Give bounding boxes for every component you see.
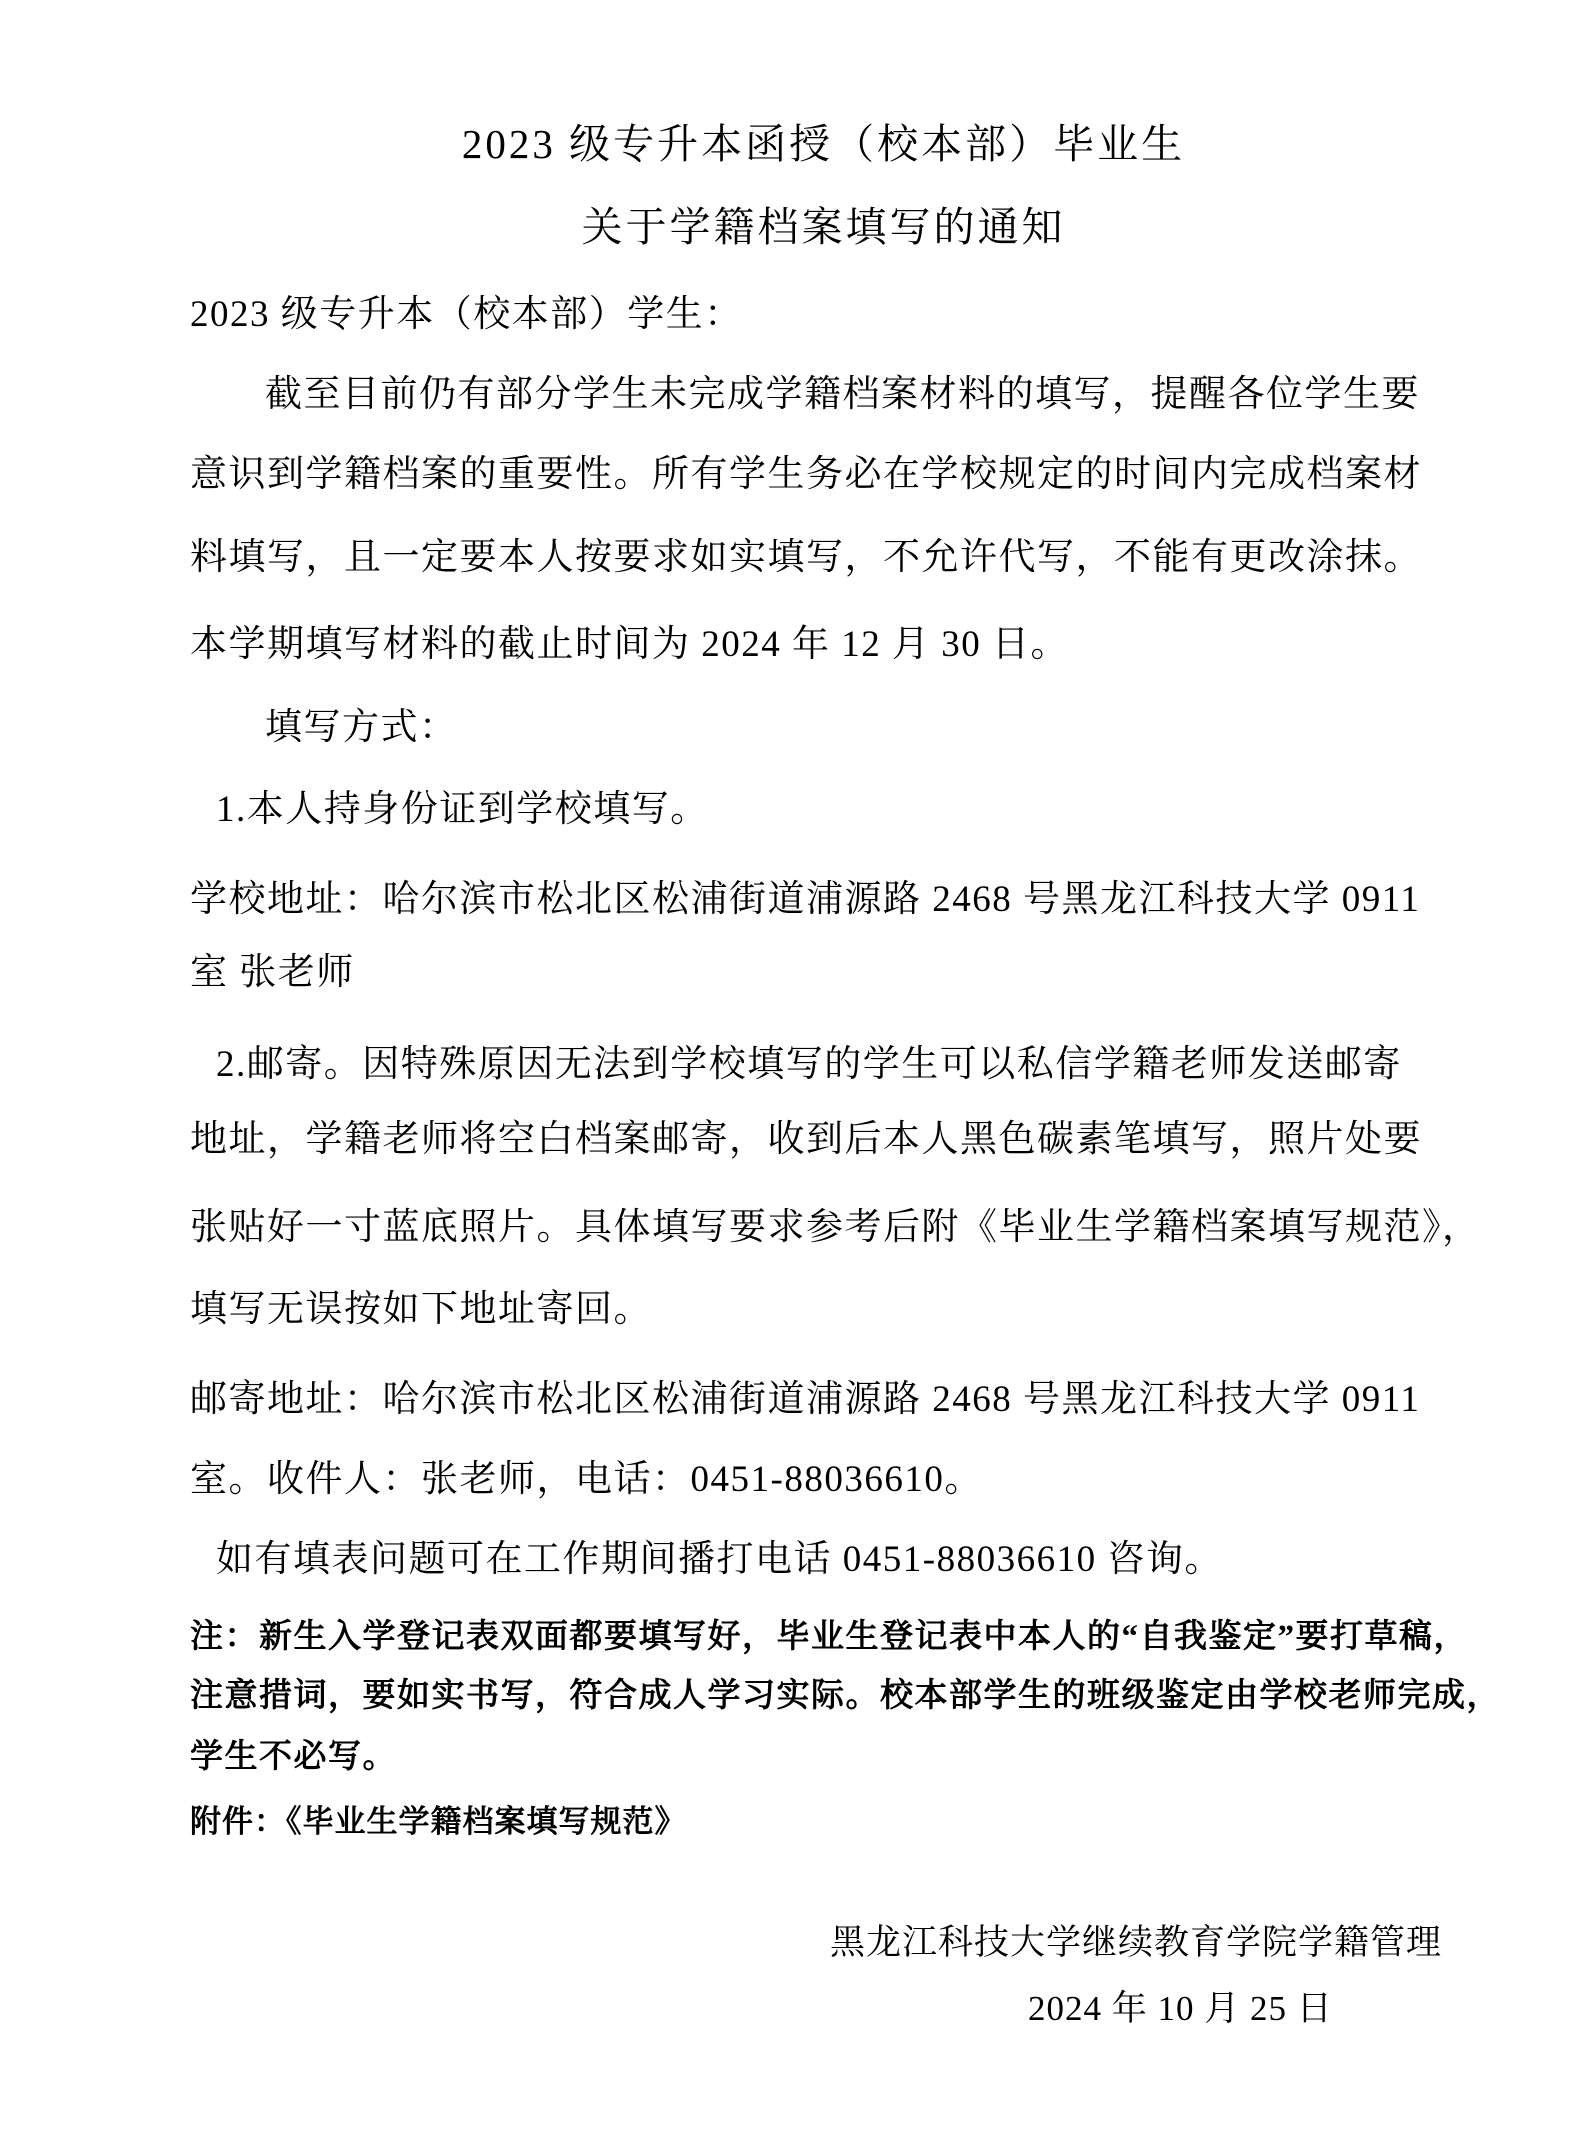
body-line: 张贴好一寸蓝底照片。具体填写要求参考后附《毕业生学籍档案填写规范》， bbox=[190, 1207, 1481, 1248]
note-line: 注意措词，要如实书写，符合成人学习实际。校本部学生的班级鉴定由学校老师完成， bbox=[190, 1678, 1501, 1714]
date-line: 2024 年 10 月 25 日 bbox=[1028, 1989, 1333, 2028]
note-line: 注：新生入学登记表双面都要填写好，毕业生登记表中本人的“自我鉴定”要打草稿， bbox=[190, 1619, 1468, 1655]
signature-line: 黑龙江科技大学继续教育学院学籍管理 bbox=[830, 1923, 1443, 1962]
notice-title-line-1: 2023 级专升本函授（校本部）毕业生 bbox=[461, 121, 1186, 167]
salutation-line: 2023 级专升本（校本部）学生： bbox=[190, 294, 743, 335]
contact-phone-line: 如有填表问题可在工作期间播打电话 0451-88036610 咨询。 bbox=[216, 1539, 1223, 1580]
body-line: 意识到学籍档案的重要性。所有学生务必在学校规定的时间内完成档案材 bbox=[190, 454, 1422, 495]
body-line: 填写无误按如下地址寄回。 bbox=[190, 1289, 652, 1330]
mail-address-line: 室。收件人：张老师，电话：0451-88036610。 bbox=[190, 1459, 983, 1500]
attachment-line: 附件：《毕业生学籍档案填写规范》 bbox=[190, 1804, 687, 1839]
body-line: 截至目前仍有部分学生未完成学籍档案材料的填写，提醒各位学生要 bbox=[265, 374, 1420, 415]
body-line: 1.本人持身份证到学校填写。 bbox=[216, 789, 709, 830]
school-address-line: 室 张老师 bbox=[190, 952, 355, 993]
body-line: 2.邮寄。因特殊原因无法到学校填写的学生可以私信学籍老师发送邮寄 bbox=[216, 1044, 1402, 1085]
body-line: 料填写，且一定要本人按要求如实填写，不允许代写，不能有更改涂抹。 bbox=[190, 537, 1422, 578]
school-address-line: 学校地址：哈尔滨市松北区松浦街道浦源路 2468 号黑龙江科技大学 0911 bbox=[190, 879, 1421, 920]
notice-title-line-2: 关于学籍档案填写的通知 bbox=[581, 204, 1066, 250]
body-line: 本学期填写材料的截止时间为 2024 年 12 月 30 日。 bbox=[190, 624, 1069, 665]
section-heading-line: 填写方式： bbox=[265, 707, 458, 748]
mail-address-line: 邮寄地址：哈尔滨市松北区松浦街道浦源路 2468 号黑龙江科技大学 0911 bbox=[190, 1379, 1421, 1420]
body-line: 地址，学籍老师将空白档案邮寄，收到后本人黑色碳素笔填写，照片处要 bbox=[190, 1119, 1422, 1160]
note-line: 学生不必写。 bbox=[190, 1739, 397, 1775]
